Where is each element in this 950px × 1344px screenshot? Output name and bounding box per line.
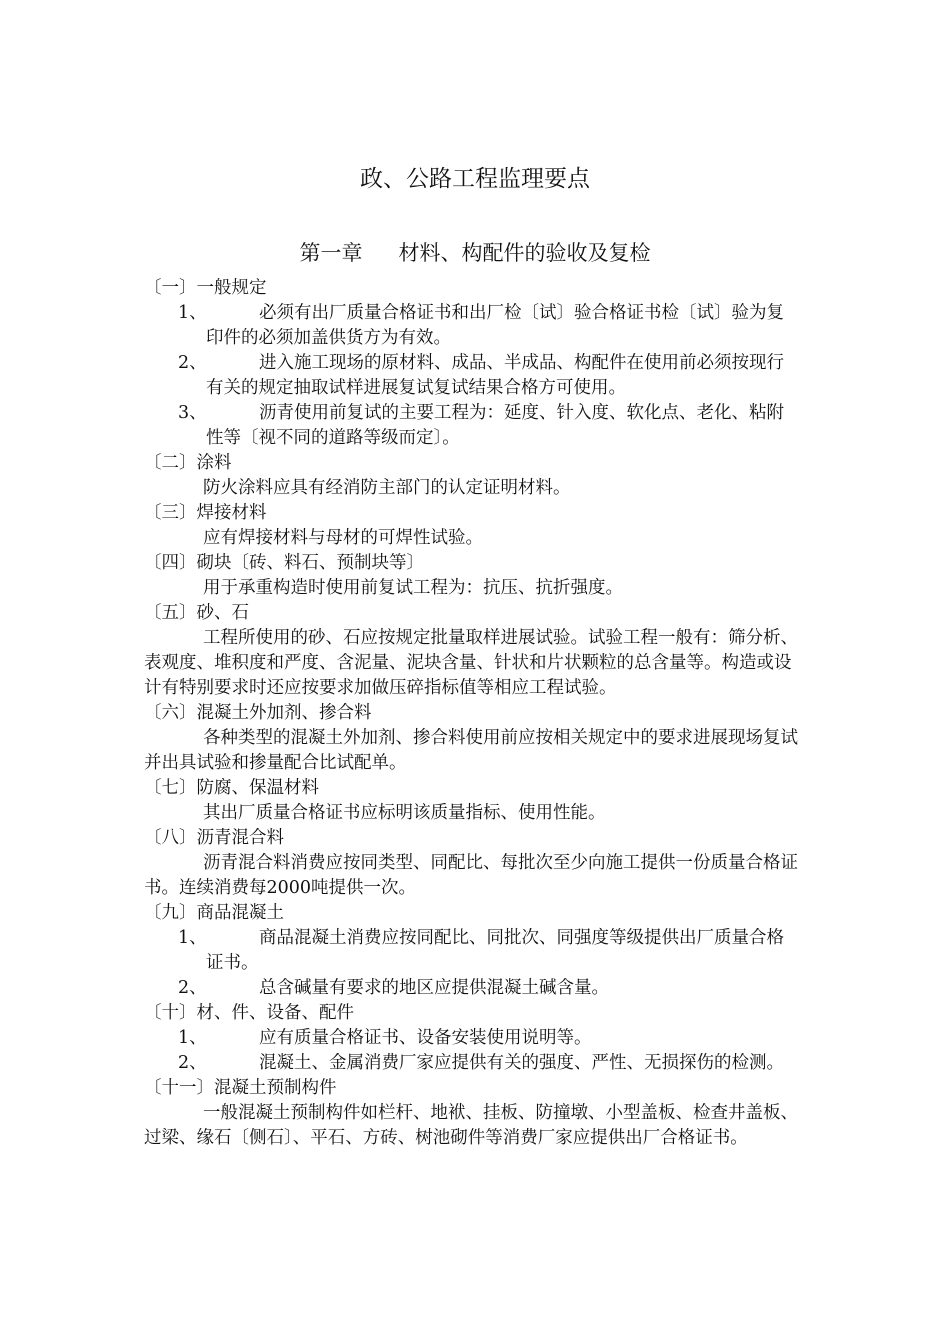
item-text: 进入施工现场的原材料、成品、半成品、构配件在使用前必须按现行有关的规定抽取试样进展复试复试结果合格方可使用。	[206, 353, 784, 398]
item-number: 1、	[178, 303, 207, 323]
section-paragraph: 用于承重构造时使用前复试工程为：抗压、抗折强度。	[203, 578, 623, 598]
item-number: 2、	[178, 353, 207, 373]
section-paragraph: 防火涂料应具有经消防主部门的认定证明材料。	[203, 478, 571, 498]
section-heading: 〔十〕材、件、设备、配件	[144, 1003, 354, 1023]
list-item	[144, 301, 799, 351]
item-number: 2、	[178, 1053, 207, 1073]
section-heading: 〔三〕焊接材料	[144, 503, 267, 523]
item-number: 1、	[178, 928, 207, 948]
item-text: 应有质量合格证书、设备安装使用说明等。	[259, 1028, 592, 1048]
section-heading: 〔十一〕混凝土预制构件	[144, 1078, 337, 1098]
section-paragraph: 应有焊接材料与母材的可焊性试验。	[203, 528, 483, 548]
chapter-title	[0, 238, 950, 268]
list-item	[144, 351, 799, 401]
item-text: 商品混凝土消费应按同配比、同批次、同强度等级提供出厂质量合格证书。	[206, 928, 784, 973]
list-item	[144, 401, 799, 451]
section-paragraph: 其出厂质量合格证书应标明该质量指标、使用性能。	[203, 803, 606, 823]
document-title: 政、公路工程监理要点	[360, 166, 590, 192]
section-heading: 〔七〕防腐、保温材料	[144, 778, 319, 798]
section-heading: 〔一〕一般规定	[144, 278, 267, 298]
list-item	[144, 926, 799, 976]
item-number: 3、	[178, 403, 207, 423]
chapter-label: 第一章	[299, 241, 363, 265]
section-heading: 〔二〕涂料	[144, 453, 232, 473]
section-heading: 〔八〕沥青混合料	[144, 828, 284, 848]
section-heading: 〔五〕砂、石	[144, 603, 249, 623]
section-paragraph: 各种类型的混凝土外加剂、掺合料使用前应按相关规定中的要求进展现场复试并出具试验和掺量配合比试配单。	[144, 728, 798, 773]
section-heading: 〔九〕商品混凝土	[144, 903, 284, 923]
list-item	[144, 1026, 799, 1051]
item-number: 1、	[178, 1028, 207, 1048]
document-body	[144, 276, 799, 1151]
item-text: 沥青使用前复试的主要工程为：延度、针入度、软化点、老化、粘附性等〔视不同的道路等级而定〕。	[206, 403, 784, 448]
section-paragraph: 工程所使用的砂、石应按规定批量取样进展试验。试验工程一般有：筛分析、表观度、堆积度和严度、含泥量、泥块含量、针状和片状颗粒的总含量等。构造或设计有特别要求时还应按要求加做压碎指标值等相应工程试验。	[144, 628, 798, 698]
section-paragraph: 一般混凝土预制构件如栏杆、地袱、挂板、防撞墩、小型盖板、检查井盖板、过梁、缘石〔侧石〕、平石、方砖、树池砌件等消费厂家应提供出厂合格证书。	[144, 1103, 798, 1148]
section-paragraph: 沥青混合料消费应按同类型、同配比、每批次至少向施工提供一份质量合格证书。连续消费每2000吨提供一次。	[144, 853, 798, 898]
list-item	[144, 1051, 799, 1076]
item-text: 混凝土、金属消费厂家应提供有关的强度、严性、无损探伤的检测。	[259, 1053, 784, 1073]
chapter-name: 材料、构配件的验收及复检	[398, 241, 651, 265]
list-item	[144, 976, 799, 1001]
item-number: 2、	[178, 978, 207, 998]
section-heading: 〔六〕混凝土外加剂、掺合料	[144, 703, 372, 723]
item-text: 总含碱量有要求的地区应提供混凝土碱含量。	[259, 978, 609, 998]
item-text: 必须有出厂质量合格证书和出厂检〔试〕验合格证书检〔试〕验为复印件的必须加盖供货方为有效。	[206, 303, 784, 348]
section-heading: 〔四〕砌块〔砖、料石、预制块等〕	[144, 553, 424, 573]
